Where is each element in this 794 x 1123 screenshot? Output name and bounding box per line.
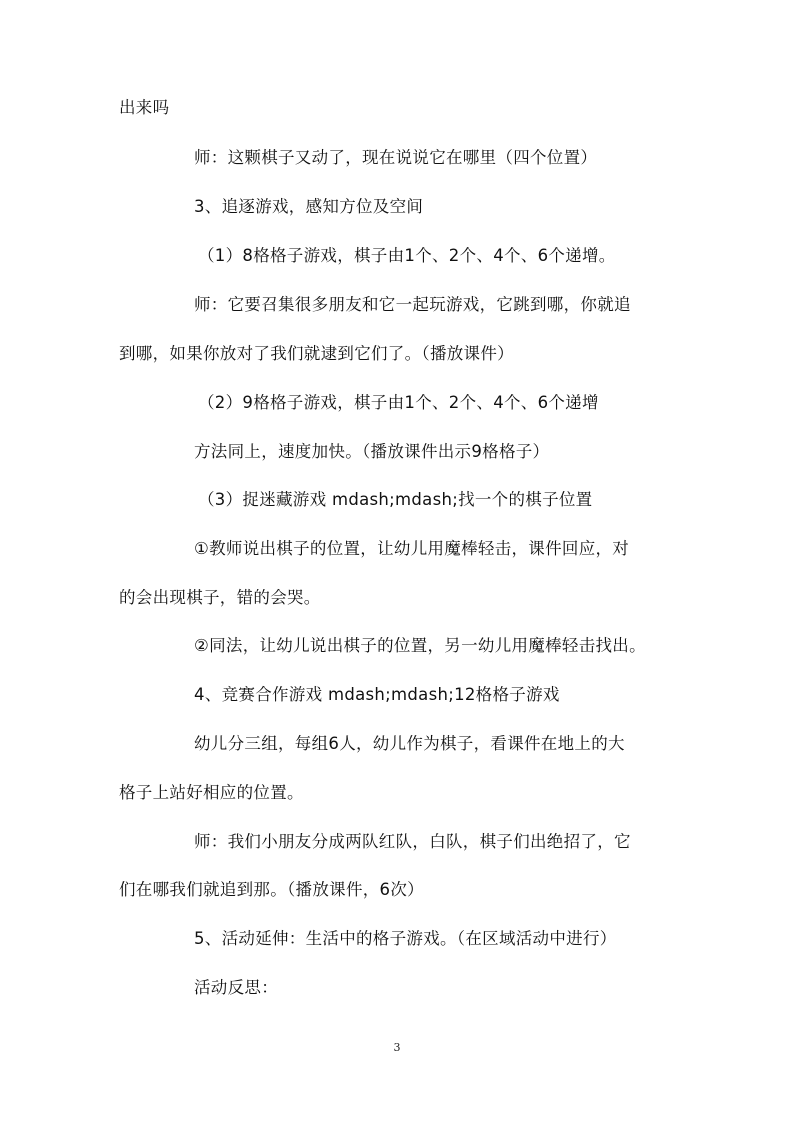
paragraph-line: （3）捉迷藏游戏 mdash;mdash;找一个的棋子位置 xyxy=(198,490,593,509)
paragraph-line: 们在哪我们就追到那。（播放课件，6次） xyxy=(119,880,424,899)
paragraph-line: 师：这颗棋子又动了，现在说说它在哪里（四个位置） xyxy=(194,148,598,167)
section-heading: 4、竞赛合作游戏 mdash;mdash;12格格子游戏 xyxy=(194,685,560,704)
paragraph-line: 师：我们小朋友分成两队红队，白队，棋子们出绝招了，它 xyxy=(194,832,631,851)
paragraph-line: 活动反思： xyxy=(194,978,278,997)
paragraph-line: 出来吗 xyxy=(119,98,170,117)
paragraph-line: （2）9格格子游戏，棋子由1个、2个、4个、6个递增 xyxy=(198,393,599,412)
paragraph-line: 师：它要召集很多朋友和它一起玩游戏，它跳到哪，你就追 xyxy=(194,295,631,314)
section-heading: 3、追逐游戏，感知方位及空间 xyxy=(194,197,424,216)
paragraph-line: 到哪，如果你放对了我们就逮到它们了。（播放课件） xyxy=(119,344,514,363)
paragraph-line: ②同法，让幼儿说出棋子的位置，另一幼儿用魔棒轻击找出。 xyxy=(194,636,646,655)
paragraph-line: 格子上站好相应的位置。 xyxy=(119,783,304,802)
paragraph-line: ①教师说出棋子的位置，让幼儿用魔棒轻击，课件回应，对 xyxy=(194,539,630,558)
paragraph-line: 幼儿分三组，每组6人，幼儿作为棋子，看课件在地上的大 xyxy=(194,734,625,753)
page-number: 3 xyxy=(393,1041,401,1054)
paragraph-line: 方法同上，速度加快。（播放课件出示9格格子） xyxy=(194,442,550,461)
paragraph-line: （1）8格格子游戏，棋子由1个、2个、4个、6个递增。 xyxy=(198,246,616,265)
section-heading: 5、活动延伸：生活中的格子游戏。（在区域活动中进行） xyxy=(194,929,617,948)
paragraph-line: 的会出现棋子，错的会哭。 xyxy=(119,588,321,607)
